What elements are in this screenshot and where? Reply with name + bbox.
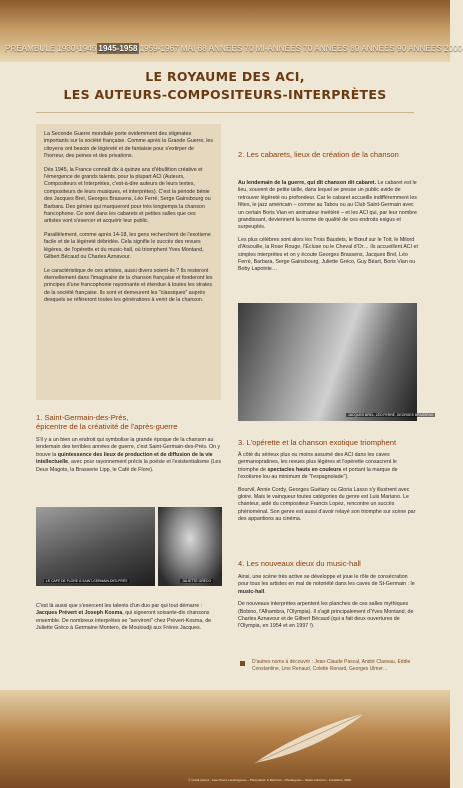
title-divider: [36, 112, 414, 113]
era-navigation: [0, 40, 463, 56]
brel-ferre-brassens-caption: JACQUES BREL, LÉO FERRÉ, GEORGES BRASSENS: [348, 413, 434, 417]
section-2-text: [238, 180, 418, 279]
other-names-note: D'autres noms à découvrir : Jean-Claude Pascal, André Claveau, Eddie Constantine, Line Renaud, Colette Renard, Georges Ulmer…: [252, 659, 411, 672]
intro-paragraph: La Seconde Guerre mondiale porte évidemment des stigmates importants sur la société française. Comme après la Grande Guerre, les citoyens ont besoin de légèreté et de fantaisie pour s'extirper de l'horreur, des peines et des privations.: [44, 131, 213, 160]
intro-paragraph: Le caractéristique de ces artistes, aussi divers soient-ils ? Ils resteront éternellement dans l'imaginaire de la chanson française et fonderont les principes d'une francophonie rayonnante et étendue à toutes les strates de la société française. Ils sont et demeurent les "classiques" auprès desquels se réfèreront toutes les générations à venir de la chanson.: [44, 267, 213, 304]
s1-bottom-a: C'est là aussi que s'exercent les talents d'un duo par qui tout démarre :: [36, 603, 203, 609]
nav-item[interactable]: ANNÉES 2000: [408, 43, 463, 53]
juliette-greco-photo: [158, 507, 222, 586]
page-title-line-1: LE ROYAUME DES ACI,: [145, 69, 305, 84]
s3-p1-c: et portant la marque de l'exotisme lou au minimum de "l'espagnolade").: [238, 466, 398, 481]
s3-highlight: spectacles hauts en couleurs: [267, 466, 342, 473]
section-1-title: [36, 413, 226, 431]
cafe-de-flore-caption: LE CAFÉ DE FLORE À SAINT-GERMAIN-DES-PRÉS: [46, 579, 128, 583]
note-bullet-icon: [240, 661, 245, 666]
s1-text-highlight: quintessence des lieux de production et de diffusion de la vie intellectuelle: [36, 451, 213, 466]
s2-lead: Au lendemain de la guerre, qui dit chanson dit cabaret.: [238, 180, 377, 186]
section-3-text: [238, 452, 418, 529]
section-1-text: [36, 437, 222, 479]
s4-p2: De nouveaux interprètes arpentent les planches de ces salles mythiques (Bobino, l'Alhambra, l'Olympia). Il s'agit principalement d'Yves Montand, de Charles Aznavour et de Gilbert Bécaud (qui a fait deux ouvertures de l'Olympia, en 1954 et en 1997 !).: [238, 601, 414, 630]
cafe-de-flore-photo: [36, 507, 155, 586]
section-4-title: 4. Les nouveaux dieux du music-hall: [238, 559, 361, 568]
nav-item[interactable]: MAI 68: [180, 43, 207, 53]
brel-ferre-brassens-photo: [238, 303, 434, 421]
s3-p1-a: À côté du sérieux plus ou moins assumé des ACI dans les caves germanopratines, les revues plus légères et l'opérette consacrent le triomphe de: [238, 452, 397, 473]
s2-p2: Les plus célèbres sont alors les Trois Baudets, le Bœuf sur le Toit, le Milord d'Arsouille, la Rose Rouge, l'Écluse ou le Cheval d'Or… Ils accueillent ACI et simples interprètes et on y écoute Georges Brassens, Jacques Brel, Léo Ferré, Barbara, Serge Gainsbourg, Juliette Gréco, Guy Béart, Boris Vian ou Boby Lapointe…: [238, 236, 418, 273]
nav-item[interactable]: ANNÉES 80: [314, 43, 360, 53]
s4-highlight: music-hall: [238, 588, 265, 595]
intro-paragraph: Parallèlement, comme après 14-18, les gens recherchent de l'exotisme facile et de la légèreté débridée. Cela signifie le succès des revues légères, de l'opérette et du music-hall, où triomphent Yves Montand, Gilbert Bécaud ou Charles Aznavour.: [44, 231, 211, 261]
section-2-title: 2. Les cabarets, lieux de création de la chanson: [238, 150, 399, 159]
page-title-line-2: LES AUTEURS-COMPOSITEURS-INTERPRÈTES: [63, 87, 387, 102]
page-title: [0, 68, 450, 104]
intro-box: [36, 124, 221, 400]
nav-item[interactable]: 1930-1945: [57, 43, 97, 53]
intro-paragraph: Dès 1945, la France connaît dix à quinze ans d'ébullition créative et l'émergence de grands talents, pour la plupart ACI (Auteurs, Compositeurs et Interprètes, c'est-à-dire auteurs de leurs textes, compositeurs de leurs musiques, et interprètes). C'est la période bénie des Jacques Brel, Georges Brassens, Léo Ferré, Serge Gainsbourg ou Barbara. Des génies qui marqueront pour très longtemps la chanson francophone. Ce sont dans les cabarets et petites salles que ces artistes vont s'exercer et acquérir leur public.: [44, 166, 211, 225]
section-3-title: 3. L'opérette et la chanson exotique triomphent: [238, 438, 397, 447]
s1-bottom-highlight: Jacques Prévert et Joseph Kosma: [36, 610, 123, 617]
section-1-title-line-1: 1. Saint-Germain-des-Prés,: [36, 413, 129, 422]
s1-bottom-c: , qui signeront soixante-dix chansons ensemble. De nombreux interprètes se "serviront" chez Prévert-Kosma, de Juliette Gréco à Germaine Montero, de Mouloudji aux Frères Jacques.: [36, 610, 212, 632]
nav-item[interactable]: PRÉAMBULE: [5, 43, 56, 53]
s3-p2: Bourvil, Annie Cordy, Georges Guétary ou Gloria Lasso s'y illustrent avec gloire. Mais le vainqueur toutes catégories du genre est Luis Mariano. Le chanteur, aidé du compositeur Francis Lopez, rencontre un succès phénoménal. Son genre est aussi d'avoir relayé son triomphe sur scène par des apparitions au cinéma.: [238, 486, 416, 523]
nav-item[interactable]: ANNÉES 70: [208, 43, 254, 53]
s4-p1-c: .: [264, 588, 266, 595]
juliette-greco-caption: JULIETTE GRÉCO: [182, 579, 212, 583]
quill-icon: [250, 708, 370, 768]
nav-item[interactable]: 1945-1958: [98, 43, 138, 53]
section-1-title-line-2: épicentre de la créativité de l'après-guerre: [36, 422, 178, 431]
s1-text-c: , avec pour rayonnement précis la poésie et l'existentialisme (Les Deux Magots, la Brasserie Lipp, le Café de Flore).: [36, 459, 222, 473]
s2-p1: Le cabaret est le lieu, souvent de petite taille, dans lequel se presse un public avide de retrouver légèreté ou profondeur. Car le cabaret accueille indifféremment les fêtes, le jazz américain – comme au Tabou ou au Club Saint-Germain avec un certain Boris Vian en animateur invétéré – et les ACI qui, par leur nombre grandissant, deviennent la norme de qualité de ces endroits exigus et surpeuplés.: [238, 180, 417, 231]
footer-texture: [0, 690, 450, 788]
s1-text-a: S'il y a un bien un endroit qui symbolise la grande époque de la chanson au lendemain des terribles années de guerre, c'est Saint-Germain-des-Prés. On y trouve la: [36, 437, 221, 458]
section-1-bottom-text: [36, 603, 224, 638]
nav-item[interactable]: MI-ANNÉES 70: [255, 43, 313, 53]
section-4-text: [238, 574, 418, 636]
s4-p1-a: Ainsi, une scène très active se développe et joue le rôle de consécration pour tous les artistes en mal de notoriété dans les caves de St-Germain : le: [238, 574, 415, 588]
nav-item[interactable]: 1959-1967: [139, 43, 179, 53]
nav-item[interactable]: ANNÉES 90: [361, 43, 407, 53]
photo-credits: © Crédit photos : Jean-Pierre Leloir/Agence – Photo illustr. & Bertrand – Phédèrgrass – Studio Harcourt – Fondation, 2008.: [188, 778, 352, 782]
